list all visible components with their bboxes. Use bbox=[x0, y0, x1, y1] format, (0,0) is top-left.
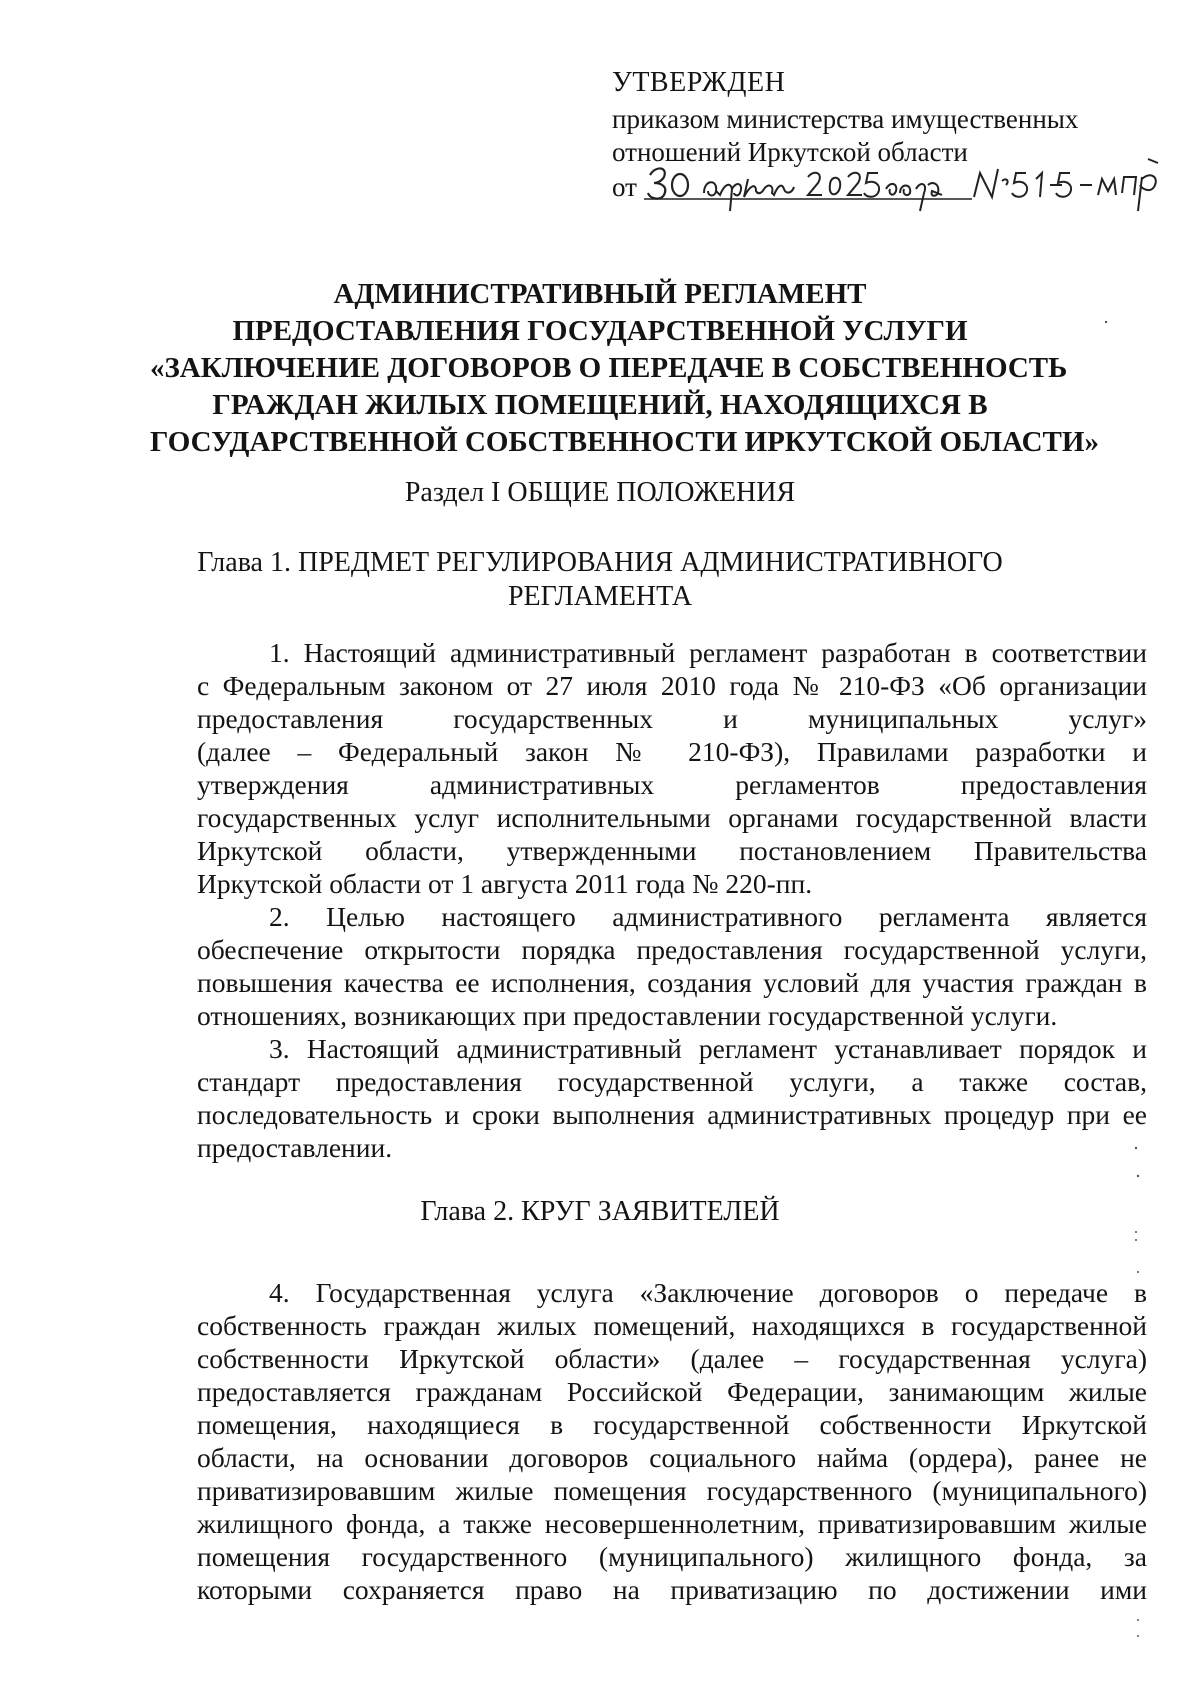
approval-stamp-block bbox=[612, 66, 1192, 211]
paragraph-line: с Федеральным законом от 27 июля 2010 года № 210-ФЗ «Об организации bbox=[197, 670, 1147, 701]
approval-date-row bbox=[612, 169, 1192, 211]
paragraph-line: стандарт предоставления государственной услуги, а также состав, bbox=[197, 1066, 1147, 1097]
paragraph-line: которыми сохраняется право на приватизацию по достижении ими bbox=[197, 1574, 1147, 1605]
paragraph-line: приватизировавшим жилые помещения государственного (муниципального) bbox=[197, 1475, 1147, 1506]
paragraph-line: жилищного фонда, а также несовершеннолетним, приватизировавшим жилые bbox=[197, 1508, 1147, 1539]
approval-title: УТВЕРЖДЕН bbox=[612, 67, 786, 98]
regulation-title-line: ПРЕДОСТАВЛЕНИЯ ГОСУДАРСТВЕННОЙ УСЛУГИ bbox=[232, 315, 968, 347]
chapter-1-heading bbox=[150, 546, 1050, 614]
paragraph-line: предоставления государственных и муниципальных услуг» bbox=[197, 703, 1147, 734]
paragraph-line: повышения качества ее исполнения, создания условий для участия граждан в bbox=[197, 967, 1147, 998]
paragraph-line: обеспечение открытости порядка предоставления государственной услуги, bbox=[197, 934, 1147, 965]
paragraph-1 bbox=[197, 636, 1147, 900]
paragraph-line: отношениях, возникающих при предоставлении государственной услуги. bbox=[197, 1000, 1058, 1031]
paragraph-line: государственных услуг исполнительными органами государственной власти bbox=[197, 802, 1147, 833]
paragraph-line: Иркутской области от 1 августа 2011 года № 220-пп. bbox=[197, 868, 813, 899]
handwritten-date-signature bbox=[642, 155, 1172, 217]
regulation-title-line: ГРАЖДАН ЖИЛЫХ ПОМЕЩЕНИЙ, НАХОДЯЩИХСЯ В bbox=[212, 389, 988, 421]
paragraph-line: собственность граждан жилых помещений, находящихся в государственной bbox=[197, 1310, 1147, 1341]
paragraph-line: помещения государственного (муниципального) жилищного фонда, за bbox=[197, 1541, 1147, 1572]
paragraph-line: 4. Государственная услуга «Заключение договоров о передаче в bbox=[269, 1277, 1147, 1308]
approval-line-1: приказом министерства имущественных bbox=[612, 104, 1079, 134]
regulation-title-line: «ЗАКЛЮЧЕНИЕ ДОГОВОРОВ О ПЕРЕДАЧЕ В СОБСТВЕННОСТЬ bbox=[150, 352, 1068, 384]
paragraph-line: последовательность и сроки выполнения административных процедур при ее bbox=[197, 1099, 1147, 1130]
chapter-2-heading: Глава 2. КРУГ ЗАЯВИТЕЛЕЙ bbox=[420, 1196, 780, 1227]
paragraph-2 bbox=[197, 900, 1147, 1032]
approval-date-prefix: от bbox=[612, 172, 637, 202]
approval-line-2: отношений Иркутской области bbox=[612, 137, 968, 167]
paragraph-line: области, на основании договоров социального найма (ордера), ранее не bbox=[197, 1442, 1147, 1473]
paragraph-line: Иркутской области, утвержденными постановлением Правительства bbox=[197, 835, 1147, 866]
paragraph-line: помещения, находящиеся в государственной собственности Иркутской bbox=[197, 1409, 1147, 1440]
chapter-1-line-1: Глава 1. ПРЕДМЕТ РЕГУЛИРОВАНИЯ АДМИНИСТРАТИВНОГО bbox=[197, 547, 1003, 578]
paragraph-3 bbox=[197, 1032, 1147, 1164]
regulation-title bbox=[150, 276, 1099, 461]
paragraph-line: предоставлении. bbox=[197, 1132, 393, 1163]
paragraph-line: 2. Целью настоящего административного регламента является bbox=[269, 901, 1147, 932]
paragraph-4 bbox=[197, 1276, 1147, 1606]
chapter-1-line-2: РЕГЛАМЕНТА bbox=[507, 581, 693, 612]
paragraph-line: утверждения административных регламентов предоставления bbox=[197, 769, 1147, 800]
section-heading: Раздел I ОБЩИЕ ПОЛОЖЕНИЯ bbox=[404, 477, 796, 508]
paragraph-line: (далее – Федеральный закон № 210-ФЗ), Правилами разработки и bbox=[197, 736, 1147, 767]
paragraph-line: предоставляется гражданам Российской Федерации, занимающим жилые bbox=[197, 1376, 1147, 1407]
paragraph-line: 3. Настоящий административный регламент устанавливает порядок и bbox=[269, 1033, 1147, 1064]
paragraph-line: собственности Иркутской области» (далее – государственная услуга) bbox=[197, 1343, 1147, 1374]
regulation-title-line: ГОСУДАРСТВЕННОЙ СОБСТВЕННОСТИ ИРКУТСКОЙ ОБЛАСТИ» bbox=[150, 426, 1099, 458]
regulation-title-line: АДМИНИСТРАТИВНЫЙ РЕГЛАМЕНТ bbox=[333, 278, 867, 310]
paragraph-line: 1. Настоящий административный регламент разработан в соответствии bbox=[269, 637, 1147, 668]
